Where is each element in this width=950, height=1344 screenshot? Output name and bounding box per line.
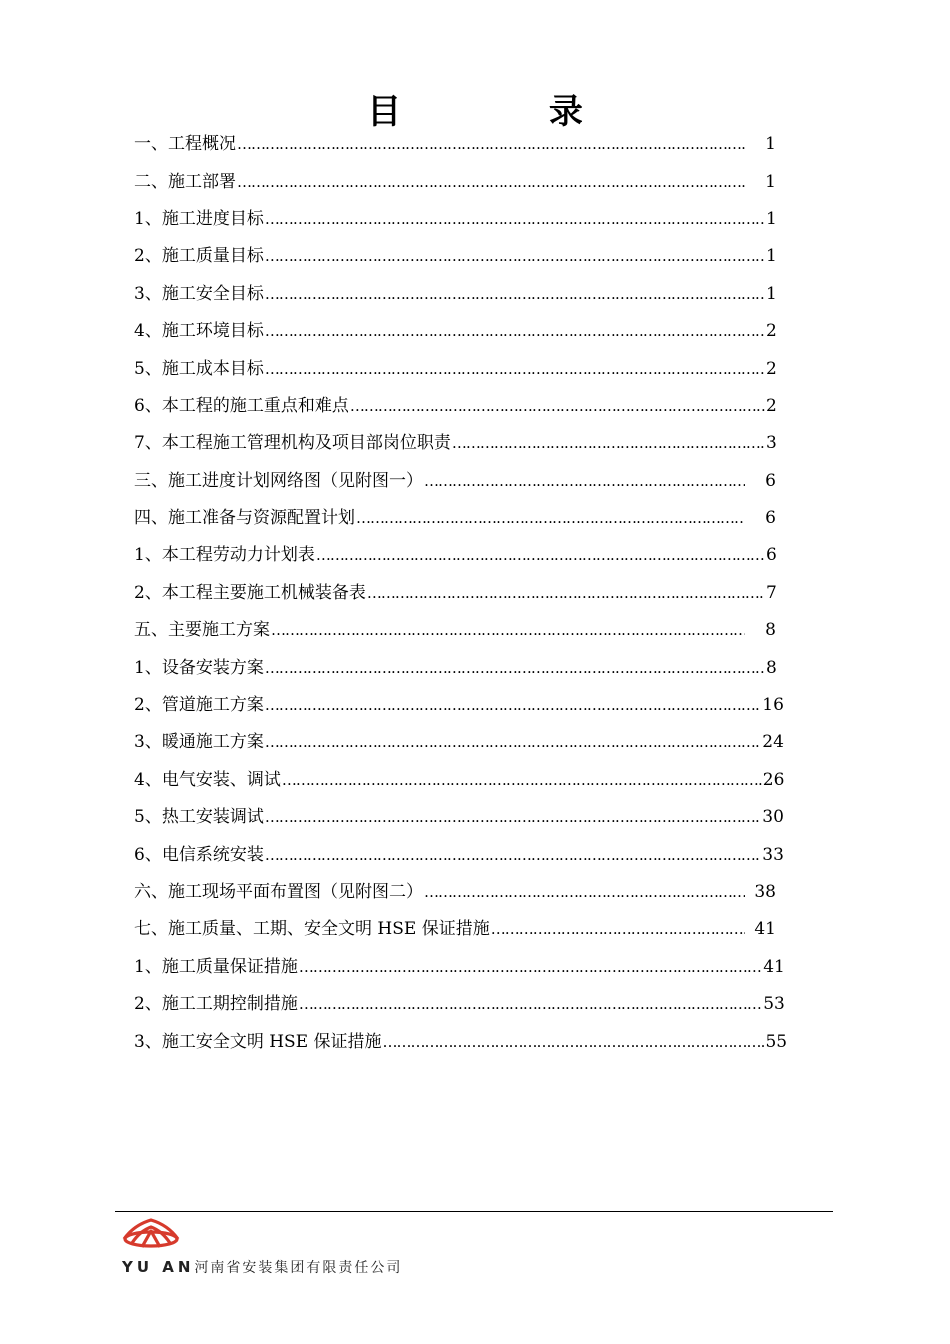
toc-entry[interactable] (134, 388, 776, 425)
toc-entry[interactable] (134, 762, 785, 799)
toc-entry-label: 3、施工安全文明 HSE 保证措施 (134, 1031, 382, 1052)
toc-leader-dots (299, 960, 762, 975)
toc-entry[interactable] (134, 612, 776, 649)
toc-entry-label: 5、施工成本目标 (134, 358, 264, 379)
toc-entry[interactable] (134, 163, 776, 200)
toc-leader-dots (491, 922, 745, 937)
toc-entry[interactable] (134, 687, 784, 724)
page-title: 目 录 (367, 92, 651, 132)
company-logo-icon (118, 1217, 184, 1249)
toc-entry-label: 6、电信系统安装 (134, 844, 264, 865)
footer-company-name: 河南省安装集团有限责任公司 (194, 1260, 403, 1276)
toc-entry-label: 一、工程概况 (134, 134, 236, 155)
toc-entry-label: 2、管道施工方案 (134, 695, 264, 716)
toc-entry-label: 四、施工准备与资源配置计划 (134, 508, 355, 529)
toc-entry-label: 2、本工程主要施工机械装备表 (134, 582, 366, 603)
toc-leader-dots (265, 287, 765, 302)
toc-leader-dots (383, 1035, 765, 1050)
toc-entry[interactable] (134, 425, 776, 462)
toc-entry-label: 4、电气安装、调试 (134, 769, 281, 790)
toc-entry-page: 1 (766, 246, 777, 267)
toc-entry-label: 五、主要施工方案 (134, 620, 270, 641)
toc-entry-page: 30 (762, 807, 784, 828)
toc-leader-dots (271, 623, 745, 638)
toc-entry-page: 24 (762, 732, 784, 753)
toc-leader-dots (265, 362, 765, 377)
toc-leader-dots (265, 661, 765, 676)
footer-divider (115, 1211, 833, 1212)
toc-leader-dots (265, 735, 761, 750)
toc-entry-page: 2 (766, 395, 777, 416)
toc-entry[interactable] (134, 201, 776, 238)
toc-leader-dots (282, 773, 762, 788)
toc-entry-page: 41 (754, 919, 776, 940)
toc-entry-label: 1、本工程劳动力计划表 (134, 545, 315, 566)
toc-leader-dots (367, 586, 765, 601)
toc-entry-page: 6 (765, 470, 776, 491)
toc-leader-dots (424, 474, 745, 489)
toc-entry[interactable] (134, 874, 776, 911)
toc-entry-page: 8 (765, 620, 776, 641)
toc-entry-label: 六、施工现场平面布置图（见附图二） (134, 882, 423, 902)
toc-entry[interactable] (134, 126, 776, 163)
toc-entry-label: 3、暖通施工方案 (134, 732, 264, 753)
toc-entry[interactable] (134, 350, 776, 387)
toc-leader-dots (424, 885, 745, 900)
toc-entry-label: 七、施工质量、工期、安全文明 HSE 保证措施 (134, 919, 490, 940)
toc-entry-label: 1、施工质量保证措施 (134, 956, 298, 977)
toc-entry-page: 1 (766, 283, 777, 304)
toc-entry-page: 1 (766, 208, 777, 229)
toc-entry[interactable] (134, 649, 776, 686)
toc-entry-page: 53 (763, 994, 785, 1015)
toc-entry-page: 1 (765, 134, 776, 155)
toc-entry-label: 2、施工工期控制措施 (134, 994, 298, 1015)
toc-entry-label: 2、施工质量目标 (134, 246, 264, 267)
toc-entry-page: 26 (762, 769, 785, 790)
toc-leader-dots (265, 324, 765, 339)
toc-leader-dots (265, 810, 761, 825)
toc-entry-page: 8 (766, 657, 777, 678)
toc-leader-dots (350, 399, 765, 414)
table-of-contents (134, 126, 788, 1061)
toc-entry-page: 41 (763, 956, 785, 977)
toc-leader-dots (265, 698, 761, 713)
footer-company (122, 1257, 402, 1277)
toc-entry-page: 2 (766, 321, 777, 342)
toc-entry[interactable] (134, 949, 785, 986)
toc-leader-dots (452, 436, 765, 451)
toc-entry[interactable] (134, 313, 776, 350)
toc-entry[interactable] (134, 463, 776, 500)
toc-entry-label: 1、设备安装方案 (134, 657, 264, 678)
toc-entry-page: 38 (754, 882, 776, 902)
toc-entry-page: 16 (762, 695, 784, 716)
toc-entry[interactable] (134, 836, 784, 873)
toc-entry-label: 6、本工程的施工重点和难点 (134, 395, 349, 416)
toc-entry[interactable] (134, 1023, 788, 1060)
toc-entry[interactable] (134, 500, 776, 537)
toc-entry-page: 6 (765, 508, 776, 529)
toc-entry-page: 1 (765, 171, 776, 192)
footer-brand: YU AN (122, 1258, 195, 1276)
toc-entry[interactable] (134, 276, 776, 313)
toc-entry-label: 3、施工安全目标 (134, 283, 264, 304)
toc-leader-dots (265, 249, 765, 264)
toc-entry-page: 6 (766, 545, 777, 566)
toc-entry-label: 5、热工安装调试 (134, 807, 264, 828)
toc-leader-dots (356, 511, 745, 526)
toc-entry[interactable] (134, 537, 776, 574)
toc-entry-label: 二、施工部署 (134, 171, 236, 192)
toc-leader-dots (237, 137, 745, 152)
toc-entry-label: 4、施工环境目标 (134, 321, 264, 342)
toc-entry-page: 3 (766, 433, 777, 454)
toc-entry[interactable] (134, 799, 784, 836)
toc-entry[interactable] (134, 911, 776, 948)
toc-entry[interactable] (134, 238, 776, 275)
toc-entry-label: 7、本工程施工管理机构及项目部岗位职责 (134, 433, 451, 454)
toc-entry-page: 7 (766, 582, 777, 603)
toc-entry[interactable] (134, 575, 776, 612)
toc-entry-label: 1、施工进度目标 (134, 208, 264, 229)
toc-entry[interactable] (134, 986, 785, 1023)
toc-entry-page: 2 (766, 358, 777, 379)
toc-leader-dots (237, 175, 745, 190)
toc-leader-dots (265, 212, 765, 227)
toc-entry-page: 55 (765, 1031, 788, 1052)
toc-entry[interactable] (134, 724, 784, 761)
toc-entry-page: 33 (762, 844, 784, 865)
toc-leader-dots (316, 548, 765, 563)
toc-entry-label: 三、施工进度计划网络图（见附图一） (134, 470, 423, 491)
toc-leader-dots (299, 997, 762, 1012)
toc-leader-dots (265, 848, 761, 863)
